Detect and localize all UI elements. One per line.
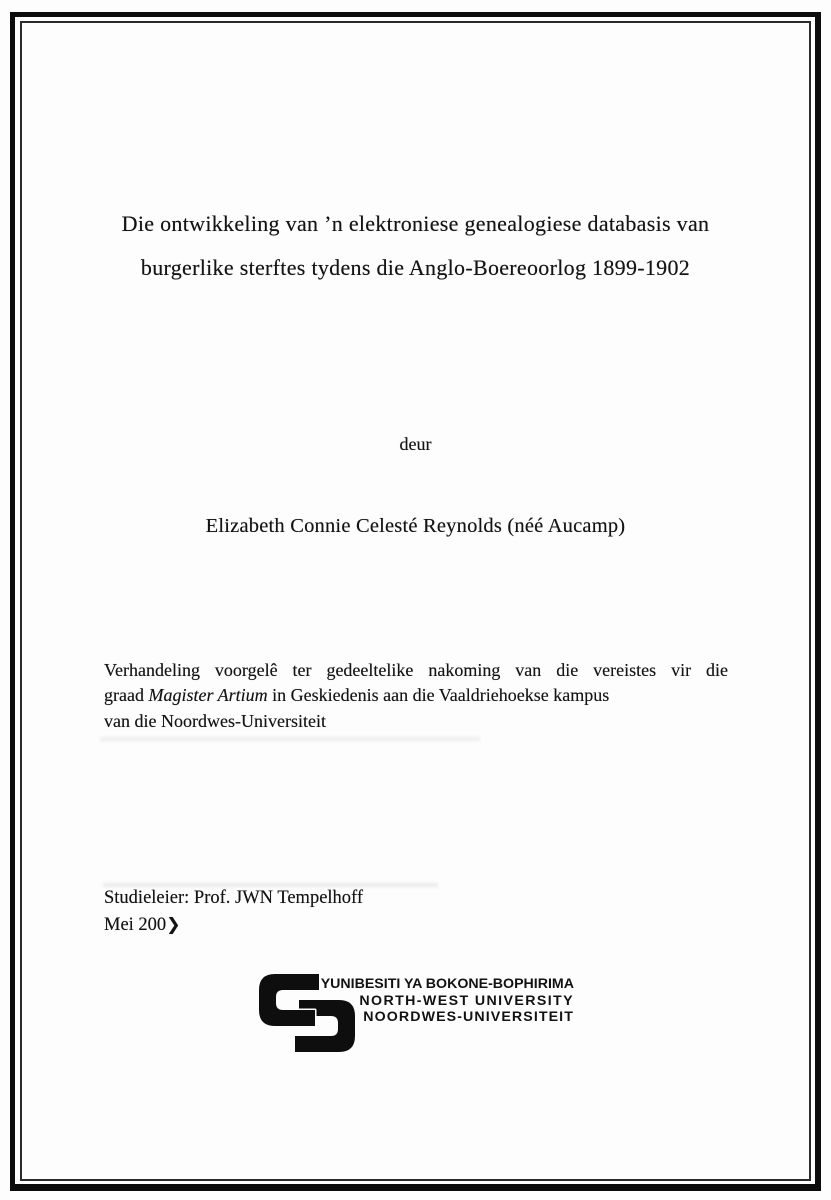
date-numeral-seven: ❯ xyxy=(166,915,181,935)
supervisor-block xyxy=(104,885,363,939)
submission-line2-pre: graad xyxy=(104,685,149,706)
supervisor-line: Studieleier: Prof. JWN Tempelhoff xyxy=(104,888,364,908)
submission-line2 xyxy=(104,683,728,708)
thesis-title-line2: burgerlike sterftes tydens die Anglo-Boereoorlog 1899-1902 xyxy=(140,255,691,280)
degree-name: Magister Artium xyxy=(148,685,268,706)
submission-line2-post: in Geskiedenis aan die Vaaldriehoekse kampus xyxy=(267,685,610,706)
logo-line-english: NORTH-WEST UNIVERSITY xyxy=(359,992,574,1009)
submission-line1: Verhandeling voorgelê ter gedeeltelike nakoming van die vereistes vir die xyxy=(104,660,728,680)
scan-artifact xyxy=(100,737,480,741)
thesis-title xyxy=(70,202,761,290)
author-name: Elizabeth Connie Celesté Reynolds (néé Aucamp) xyxy=(205,515,626,537)
logo-line-setswana: YUNIBESITI YA BOKONE-BOPHIRIMA xyxy=(320,976,574,992)
submission-line3: van die Noordwes-Universiteit xyxy=(104,710,326,731)
university-logo-text xyxy=(318,976,574,1026)
logo-line-afrikaans: NOORDWES-UNIVERSITEIT xyxy=(363,1009,574,1025)
submission-statement xyxy=(104,658,728,734)
byline: deur xyxy=(399,434,432,454)
date-line xyxy=(104,912,363,939)
thesis-title-line1: Die ontwikkeling van ’n elektroniese genealogiese databasis van xyxy=(121,211,710,236)
university-logo xyxy=(256,970,586,1058)
date-prefix: Mei 200 xyxy=(104,915,167,935)
